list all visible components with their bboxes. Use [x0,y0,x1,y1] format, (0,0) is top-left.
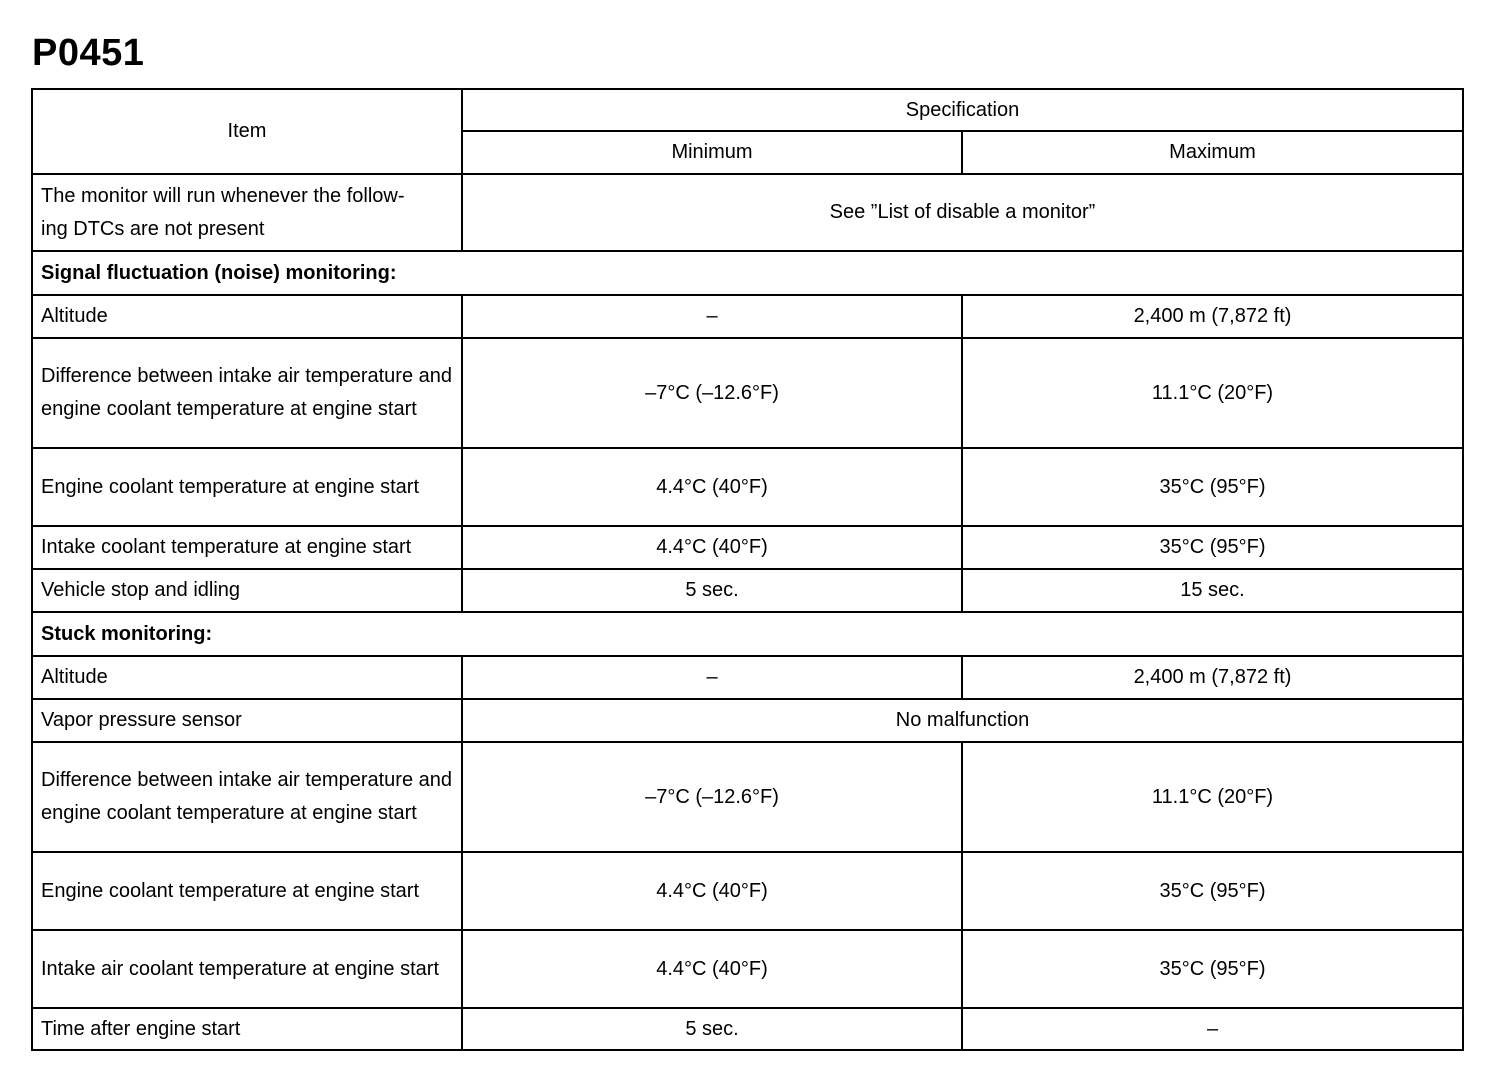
row-max: – [962,1008,1463,1050]
section-heading-signal-fluctuation: Signal fluctuation (noise) monitoring: [32,251,1463,295]
row-item: Altitude [32,295,462,338]
section-row [32,251,1463,295]
row-min: 4.4°C (40°F) [462,930,962,1008]
row-min: 5 sec. [462,1008,962,1050]
table-row [32,699,1463,742]
row-spec-value: No malfunction [462,699,1463,742]
row-item: Engine coolant temperature at engine start [32,852,462,930]
row-spec-value: See ”List of disable a monitor” [462,174,1463,251]
row-max: 15 sec. [962,569,1463,612]
specification-table [31,88,1464,1051]
row-item: Difference between intake air temperature and engine coolant temperature at engine start [32,338,462,448]
table-row [32,930,1463,1008]
row-item: Vehicle stop and idling [32,569,462,612]
row-max: 2,400 m (7,872 ft) [962,656,1463,699]
section-heading-stuck: Stuck monitoring: [32,612,1463,656]
row-min: – [462,295,962,338]
row-max: 35°C (95°F) [962,852,1463,930]
row-item: Engine coolant temperature at engine start [32,448,462,526]
table-row [32,742,1463,852]
row-item: Time after engine start [32,1008,462,1050]
row-item-line: ing DTCs are not present [41,217,265,240]
row-item: Intake coolant temperature at engine start [32,526,462,569]
row-item: Vapor pressure sensor [32,699,462,742]
table-row [32,852,1463,930]
row-min: 4.4°C (40°F) [462,852,962,930]
table-row [32,1008,1463,1050]
table-header-row [32,89,1463,131]
row-min: – [462,656,962,699]
row-item [32,174,462,251]
minimum-header: Minimum [462,131,962,174]
row-min: 4.4°C (40°F) [462,448,962,526]
table-row [32,526,1463,569]
table-row [32,295,1463,338]
table-row [32,338,1463,448]
row-max: 35°C (95°F) [962,448,1463,526]
row-max: 2,400 m (7,872 ft) [962,295,1463,338]
row-item: Altitude [32,656,462,699]
row-max: 11.1°C (20°F) [962,338,1463,448]
table-row [32,448,1463,526]
page-title: P0451 [32,32,145,74]
specification-header: Specification [462,89,1463,131]
row-item: Intake air coolant temperature at engine start [32,930,462,1008]
row-min: –7°C (–12.6°F) [462,338,962,448]
table-row [32,174,1463,251]
row-min: 4.4°C (40°F) [462,526,962,569]
item-header: Item [32,89,462,174]
row-max: 11.1°C (20°F) [962,742,1463,852]
section-row [32,612,1463,656]
table-row [32,656,1463,699]
maximum-header: Maximum [962,131,1463,174]
row-max: 35°C (95°F) [962,526,1463,569]
row-min: 5 sec. [462,569,962,612]
row-min: –7°C (–12.6°F) [462,742,962,852]
table-row [32,569,1463,612]
row-item: Difference between intake air temperature and engine coolant temperature at engine start [32,742,462,852]
row-max: 35°C (95°F) [962,930,1463,1008]
row-item-line: The monitor will run whenever the follow- [41,184,405,207]
